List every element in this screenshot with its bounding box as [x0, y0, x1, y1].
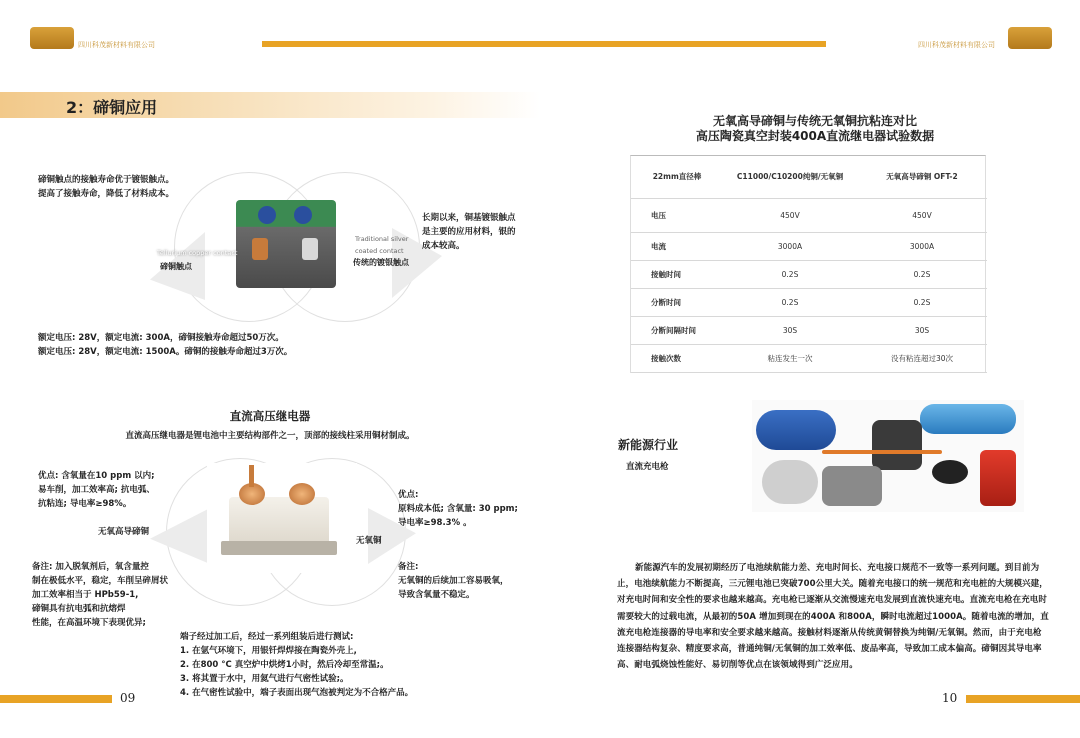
adv-tellurium: 优点: 含氧量在10 ppm 以内; 易车削，加工效率高; 抗电弧、 抗粘连; 导电率≥98%。	[38, 471, 155, 509]
table-cell: 电压	[631, 198, 723, 232]
copper-terminal-icon	[289, 483, 315, 505]
table-cell: 分断时间	[631, 288, 723, 316]
table-header-cell: 22mm直径棒	[631, 156, 723, 198]
page-number-left: 09	[120, 691, 136, 705]
ceramic-base	[221, 541, 337, 555]
rating-lines: 额定电压: 28V，额定电流: 300A，碲铜接触寿命超过50万次。 额定电压: 28V，额定电流: 1500A。碲铜的接触寿命超过3万次。	[38, 333, 293, 357]
relay-title: 直流高压继电器	[229, 409, 311, 423]
adv-copper: 优点: 原料成本低; 含氧量: 30 ppm; 导电率≥98.3% 。	[398, 490, 518, 528]
table-row	[631, 316, 987, 344]
table-title-1: 无氧高导碲铜与传统无氧铜抗粘连对比	[712, 114, 917, 128]
table-row	[631, 198, 987, 232]
table-cell: 0.2S	[857, 288, 987, 316]
table-cell: 分断间隔时间	[631, 316, 723, 344]
test-procedure: 端子经过加工后，经过一系列组装后进行测试: 1. 在氩气环境下，用银钎焊焊接在陶瓷外壳上, 2. 在800 °C 真空炉中烘烤1小时，然后冷却至常温;。 3. 将其置于水中，用氦气进行气密性试验;。 4. 在气密性试验中，端子表面出现气泡被判定为不合格产品。	[180, 632, 414, 698]
charging-gun-photo	[752, 400, 1024, 512]
section-title: 2：碲铜应用	[66, 98, 158, 117]
blue-coil-icon	[258, 206, 276, 224]
table-row	[631, 260, 987, 288]
label-tellurium-zh: 碲铜触点	[160, 262, 192, 271]
top-intro: 碲铜触点的接触寿命优于镀银触点。 提高了接触寿命，降低了材料成本。	[38, 175, 175, 199]
industry-body: 新能源汽车的发展初期经历了电池续航能力差、充电时间长、充电接口规范不一致等一系列问题。到目前为止，电池续航能力不断提高，三元锂电池已突破700公里大关。随着充电接口的统一规范和充电桩的大规模兴建，对充电时间和安全性的要求也越来越高。充电枪已逐渐从交流慢速充电发展到直流快速充电。直流充电枪在充电时需要较大的过载电流，从最初的50A 增加到现在的400A 和800A，瞬时电流超过1000A。随着电流的增加，直流充电枪连接器的导电率和安全要求越来越高。接触材料逐渐从传统黄铜替换为纯铜/无氧铜。然而，由于充电枪连接器结构复杂、精度要求高，普通纯铜/无氧铜的加工效率低、废品率高，导致加工成本偏高。碲铜因其导电率高、耐电弧烧蚀性能好、易切削等优点在该领域得到广泛应用。	[617, 563, 1049, 671]
relay-subtitle: 直流高压继电器是锂电池中主要结构部件之一，顶部的接线柱采用铜材制成。	[125, 431, 415, 441]
table-row	[631, 344, 987, 372]
table-cell: 450V	[857, 198, 987, 232]
page-number-right: 10	[942, 691, 958, 705]
table-cell: 0.2S	[723, 260, 857, 288]
black-plug-icon	[932, 460, 968, 484]
table-header-row	[631, 156, 987, 198]
white-plug-icon	[762, 460, 818, 504]
table-cell: 粘连发生一次	[723, 344, 857, 372]
label-oxygen-free-copper: 无氧铜	[356, 536, 382, 546]
note-copper: 备注: 无氧铜的后续加工容易吸氧， 导致含氧量不稳定。	[398, 562, 509, 600]
spec-table	[631, 156, 987, 373]
table-cell: 30S	[723, 316, 857, 344]
table-cell: 30S	[857, 316, 987, 344]
table-cell: 没有粘连超过30次	[857, 344, 987, 372]
socket-icon	[872, 420, 922, 470]
table-cell: 接触时间	[631, 260, 723, 288]
label-tellurium-en: Tellurium copper contact	[157, 249, 238, 257]
industry-subtitle: 直流充电枪	[626, 462, 669, 472]
table-cell: 3000A	[857, 232, 987, 260]
blue-plug-icon	[756, 410, 836, 450]
spec-table-wrap	[630, 155, 986, 373]
table-cell: 0.2S	[723, 288, 857, 316]
footer-bar-left	[0, 695, 112, 703]
label-silver-zh: 传统的镀银触点	[353, 258, 409, 267]
header-accent-bar	[262, 41, 826, 47]
table-title-2: 高压陶瓷真空封装400A直流继电器试验数据	[695, 129, 935, 143]
label-oxygen-free-tellurium: 无氧高导碲铜	[98, 527, 150, 537]
table-cell: 接触次数	[631, 344, 723, 372]
cable-icon	[822, 450, 942, 454]
table-row	[631, 288, 987, 316]
table-cell: 电流	[631, 232, 723, 260]
table-cell: 3000A	[723, 232, 857, 260]
table-header-cell: C11000/C10200纯铜/无氧铜	[723, 156, 857, 198]
copper-contact-icon	[252, 238, 268, 260]
table-row	[631, 232, 987, 260]
company-logo	[30, 27, 74, 49]
company-name-left: 四川科茂新材料有限公司	[78, 41, 155, 49]
label-silver-en: Traditional silver coated contact	[355, 235, 409, 255]
table-cell: 450V	[723, 198, 857, 232]
teal-gun-icon	[920, 404, 1016, 434]
silver-contact-icon	[302, 238, 318, 260]
red-plug-icon	[980, 450, 1016, 506]
ceramic-body	[229, 497, 329, 547]
blue-coil-icon	[294, 206, 312, 224]
ceramic-relay-photo	[207, 463, 357, 573]
dc-connector-icon	[822, 466, 882, 506]
footer-bar-right	[966, 695, 1080, 703]
silver-note: 长期以来，铜基镀银触点 是主要的应用材料，银的 成本较高。	[422, 213, 516, 251]
company-logo-right	[1008, 27, 1052, 49]
company-name-right: 四川科茂新材料有限公司	[918, 41, 995, 49]
table-header-cell: 无氧高导碲铜 OFT-2	[857, 156, 987, 198]
note-tellurium: 备注: 加入脱氧剂后，氧含量控 制在极低水平，稳定，车削呈碎屑状 加工效率相当于 HPb59-1, 碲铜具有抗电弧和抗熔焊 性能，在高温环境下表现优异;	[32, 562, 169, 628]
industry-title: 新能源行业	[618, 438, 679, 452]
relay-photo	[236, 200, 336, 288]
table-cell: 0.2S	[857, 260, 987, 288]
copper-pin-icon	[249, 465, 254, 487]
